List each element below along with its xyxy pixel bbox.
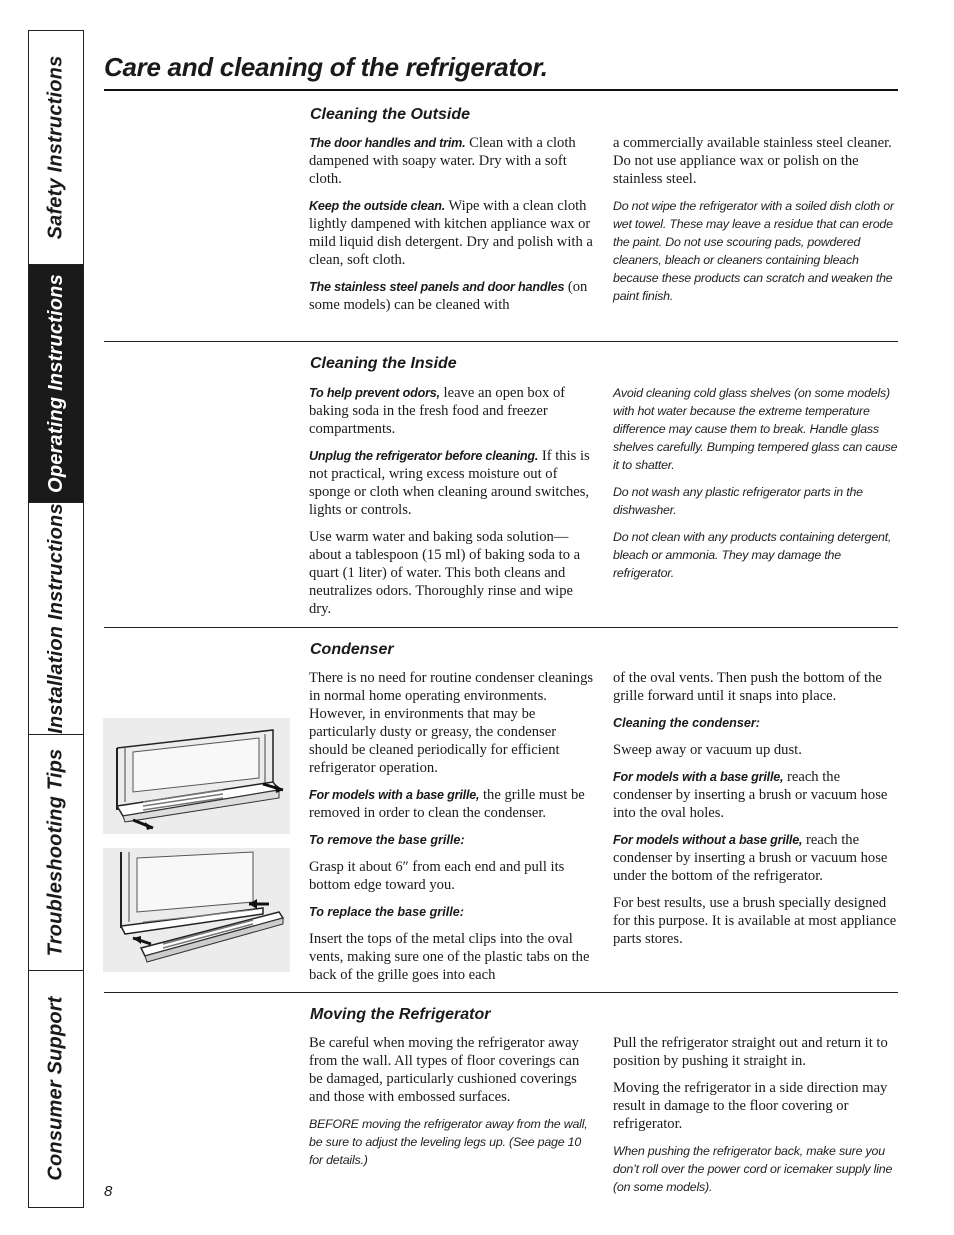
body-text: the grille must be removed in order to clean the condenser. bbox=[309, 787, 585, 821]
paragraph bbox=[613, 831, 899, 885]
tab-label: Consumer Support bbox=[44, 996, 67, 1181]
heading-cleaning-outside: Cleaning the Outside bbox=[310, 106, 471, 123]
body-text: If this is not practical, wring excess moisture out of sponge or cloth when cleaning around switches, lights or controls. bbox=[309, 448, 590, 518]
subheading-remove-grille: To remove the base grille: bbox=[309, 833, 465, 847]
caution-note: Avoid cleaning cold glass shelves (on some models) with hot water because the extreme temperature difference may cause them to break. Handle glass shelves carefully. Bumping tempered glass can cause it to shatter. bbox=[613, 386, 898, 472]
page-number: 8 bbox=[104, 1183, 113, 1200]
body-text: leave an open box of baking soda in the fresh food and freezer compartments. bbox=[309, 385, 566, 437]
paragraph: For best results, use a brush specially designed for this purpose. It is available at most appliance parts stores. bbox=[613, 895, 897, 947]
paragraph: a commercially available stainless steel cleaner. Do not use appliance wax or polish on the stainless steel. bbox=[613, 135, 892, 187]
lead-text: For models without a base grille, bbox=[613, 833, 803, 847]
tab-label: Safety Instructions bbox=[44, 55, 67, 240]
paragraph: Pull the refrigerator straight out and return it to position by pushing it straight in. bbox=[613, 1035, 888, 1069]
paragraph: Moving the refrigerator in a side direction may result in damage to the floor covering or refrigerator. bbox=[613, 1080, 888, 1132]
outside-column-right bbox=[613, 134, 899, 314]
lead-text: Unplug the refrigerator before cleaning. bbox=[309, 449, 539, 463]
body-text: Wipe with a clean cloth lightly dampened with kitchen appliance wax or mild liquid dish detergent. Dry and polish with a clean, soft cloth. bbox=[309, 198, 593, 268]
body-text: reach the condenser by inserting a brush or vacuum hose into the oval holes. bbox=[613, 769, 888, 821]
section-divider bbox=[104, 627, 898, 628]
condenser-column-left bbox=[309, 669, 595, 993]
tab-operating-instructions[interactable] bbox=[29, 265, 83, 503]
section-tab-bar bbox=[28, 30, 84, 1208]
paragraph: Insert the tops of the metal clips into the oval vents, making sure one of the plastic tabs on the back of the grille goes into each bbox=[309, 931, 590, 983]
lead-text: To help prevent odors, bbox=[309, 386, 440, 400]
paragraph bbox=[309, 384, 595, 438]
caution-note: Do not wash any plastic refrigerator parts in the dishwasher. bbox=[613, 485, 863, 517]
subheading-cleaning-condenser: Cleaning the condenser: bbox=[613, 716, 760, 730]
paragraph: Be careful when moving the refrigerator away from the wall. All types of floor coverings can be damaged, particularly cushioned coverings and those with embossed surfaces. bbox=[309, 1035, 580, 1105]
section-divider bbox=[104, 992, 898, 993]
inside-column-right bbox=[613, 384, 899, 591]
body-text: Clean with a cloth dampened with soapy water. Dry with a soft cloth. bbox=[309, 135, 576, 187]
paragraph: There is no need for routine condenser cleanings in normal home operating environments. However, in environments that may be particularly dusty or greasy, the condenser should be cleaned periodically for efficient refrigerator operation. bbox=[309, 670, 594, 776]
lead-text: For models with a base grille, bbox=[309, 788, 480, 802]
tab-label: Operating Instructions bbox=[44, 274, 67, 493]
body-text: reach the condenser by inserting a brush or vacuum hose under the bottom of the refrigerator. bbox=[613, 832, 888, 884]
caution-note: Do not clean with any products containing detergent, bleach or ammonia. They may damage the refrigerator. bbox=[613, 530, 892, 580]
lead-text: For models with a base grille, bbox=[613, 770, 784, 784]
refrigerator-base-replace-image bbox=[103, 848, 290, 972]
paragraph bbox=[309, 447, 595, 519]
title-divider bbox=[104, 89, 898, 91]
paragraph bbox=[309, 786, 595, 822]
moving-column-right bbox=[613, 1034, 899, 1205]
remove-grille-illustration bbox=[103, 718, 290, 834]
heading-cleaning-inside: Cleaning the Inside bbox=[310, 355, 457, 372]
outside-column-left bbox=[309, 134, 595, 323]
condenser-column-right bbox=[613, 669, 899, 957]
heading-condenser: Condenser bbox=[310, 641, 394, 658]
paragraph bbox=[309, 134, 595, 188]
paragraph: Use warm water and baking soda solution—about a tablespoon (15 ml) of baking soda to a quart (1 liter) of water. This both cleans and neutralizes odors. Thoroughly rinse and wipe dry. bbox=[309, 529, 581, 617]
lead-text: The stainless steel panels and door handles bbox=[309, 280, 565, 294]
paragraph: Grasp it about 6″ from each end and pull its bottom edge toward you. bbox=[309, 859, 565, 893]
caution-note: Do not wipe the refrigerator with a soiled dish cloth or wet towel. These may leave a residue that can erode the paint. Do not use scouring pads, powdered cleaners, bleach or cleaners containing bleach because these products can scratch and weaken the paint finish. bbox=[613, 199, 894, 303]
tab-consumer-support[interactable] bbox=[29, 971, 83, 1206]
paragraph bbox=[309, 197, 595, 269]
tab-label: Installation Instructions bbox=[44, 503, 67, 734]
lead-text: Keep the outside clean. bbox=[309, 199, 446, 213]
tab-safety-instructions[interactable] bbox=[29, 31, 83, 265]
replace-grille-illustration bbox=[103, 848, 290, 972]
tab-label: Troubleshooting Tips bbox=[44, 748, 67, 957]
caution-note: When pushing the refrigerator back, make sure you don’t roll over the power cord or icemaker supply line (on some models). bbox=[613, 1144, 893, 1194]
section-divider bbox=[104, 341, 898, 342]
paragraph bbox=[613, 768, 899, 822]
paragraph: of the oval vents. Then push the bottom of the grille forward until it snaps into place. bbox=[613, 670, 882, 704]
moving-column-left bbox=[309, 1034, 595, 1178]
tab-installation-instructions[interactable] bbox=[29, 503, 83, 735]
heading-moving-refrigerator: Moving the Refrigerator bbox=[310, 1006, 491, 1023]
page-title: Care and cleaning of the refrigerator. bbox=[104, 52, 548, 82]
caution-note: BEFORE moving the refrigerator away from the wall, be sure to adjust the leveling legs up. (See page 10 for details.) bbox=[309, 1117, 588, 1167]
subheading-replace-grille: To replace the base grille: bbox=[309, 905, 464, 919]
refrigerator-base-remove-image bbox=[103, 718, 290, 834]
tab-troubleshooting-tips[interactable] bbox=[29, 735, 83, 971]
paragraph: Sweep away or vacuum up dust. bbox=[613, 742, 802, 758]
paragraph bbox=[309, 278, 595, 314]
body-text: (on some models) can be cleaned with bbox=[309, 279, 588, 313]
lead-text: The door handles and trim. bbox=[309, 136, 466, 150]
inside-column-left bbox=[309, 384, 595, 627]
